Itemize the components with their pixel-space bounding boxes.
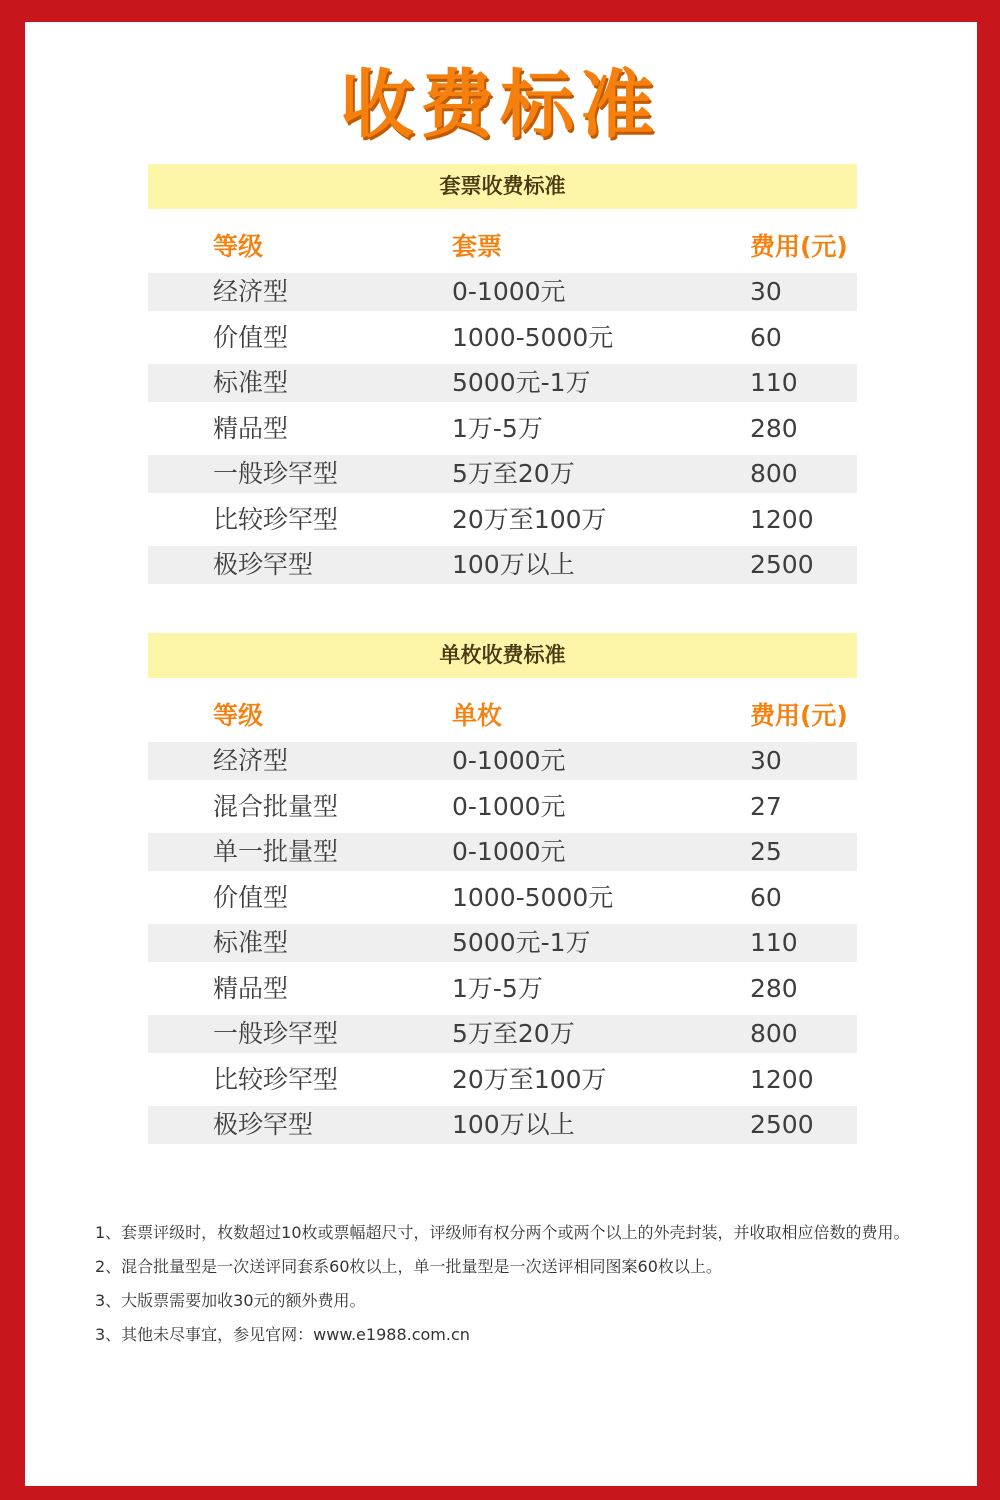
range-cell: 5000元-1万: [452, 928, 591, 957]
fee-cell: 1200: [750, 1064, 814, 1094]
note-item: 1、套票评级时，枚数超过10枚或票幅超尺寸，评级师有权分两个或两个以上的外壳封装，并收取相应倍数的费用。: [95, 1223, 910, 1242]
fee-cell: 2500: [750, 1110, 814, 1139]
fee-cell: 800: [750, 459, 798, 488]
table-row: [148, 1106, 857, 1144]
range-cell: 0-1000元: [452, 277, 566, 306]
table-row: [148, 970, 857, 1008]
range-cell: 1000-5000元: [452, 882, 614, 912]
fee-cell: 30: [750, 277, 782, 306]
grade-cell: 一般珍罕型: [213, 1019, 339, 1048]
table-row: [148, 501, 857, 539]
grade-cell: 标准型: [213, 928, 289, 957]
table-row: [148, 273, 857, 311]
set-ticket-fee-table: [148, 164, 857, 592]
fee-cell: 30: [750, 746, 782, 775]
fee-cell: 280: [750, 413, 798, 443]
column-header-set: 套票: [452, 232, 503, 261]
fee-cell: 60: [750, 322, 782, 352]
table-row: [148, 788, 857, 826]
fee-cell: 27: [750, 791, 782, 821]
range-cell: 1000-5000元: [452, 322, 614, 352]
grade-cell: 经济型: [213, 746, 289, 775]
range-cell: 20万至100万: [452, 1064, 607, 1094]
range-cell: 1万-5万: [452, 973, 543, 1003]
single-ticket-fee-table: [148, 633, 857, 1152]
column-header-row: [148, 209, 857, 273]
grade-cell: 经济型: [213, 277, 289, 306]
note-item: 3、其他未尽事宜，参见官网：www.e1988.com.cn: [95, 1325, 470, 1344]
fee-cell: 110: [750, 368, 798, 397]
grade-cell: 单一批量型: [213, 837, 339, 866]
note-item: 3、大版票需要加收30元的额外费用。: [95, 1291, 366, 1310]
fee-cell: 280: [750, 973, 798, 1003]
fee-cell: 60: [750, 882, 782, 912]
section-heading: 单枚收费标准: [148, 633, 857, 678]
table-row: [148, 410, 857, 448]
grade-cell: 精品型: [213, 413, 289, 443]
table-row: [148, 1061, 857, 1099]
grade-cell: 价值型: [213, 322, 289, 352]
range-cell: 100万以上: [452, 550, 575, 579]
range-cell: 1万-5万: [452, 413, 543, 443]
column-header-grade: 等级: [213, 701, 264, 730]
grade-cell: 一般珍罕型: [213, 459, 339, 488]
column-header-fee: 费用(元): [750, 232, 848, 261]
fee-cell: 110: [750, 928, 798, 957]
grade-cell: 混合批量型: [213, 791, 339, 821]
column-header-row: [148, 678, 857, 742]
range-cell: 100万以上: [452, 1110, 575, 1139]
fee-cell: 2500: [750, 550, 814, 579]
range-cell: 0-1000元: [452, 746, 566, 775]
grade-cell: 比较珍罕型: [213, 1064, 339, 1094]
table-row: [148, 455, 857, 493]
range-cell: 0-1000元: [452, 791, 566, 821]
table-row: [148, 742, 857, 780]
grade-cell: 精品型: [213, 973, 289, 1003]
grade-cell: 比较珍罕型: [213, 504, 339, 534]
table-row: [148, 546, 857, 584]
grade-cell: 极珍罕型: [213, 1110, 314, 1139]
column-header-grade: 等级: [213, 232, 264, 261]
notes: [95, 1216, 930, 1352]
range-cell: 20万至100万: [452, 504, 607, 534]
column-header-fee: 费用(元): [750, 701, 848, 730]
range-cell: 5万至20万: [452, 459, 575, 488]
fee-cell: 800: [750, 1019, 798, 1048]
range-cell: 5000元-1万: [452, 368, 591, 397]
grade-cell: 价值型: [213, 882, 289, 912]
table-row: [148, 833, 857, 871]
table-row: [148, 364, 857, 402]
range-cell: 5万至20万: [452, 1019, 575, 1048]
section-heading: 套票收费标准: [148, 164, 857, 209]
page-title: 收费标准: [340, 62, 660, 148]
grade-cell: 极珍罕型: [213, 550, 314, 579]
range-cell: 0-1000元: [452, 837, 566, 866]
fee-cell: 1200: [750, 504, 814, 534]
fee-cell: 25: [750, 837, 782, 866]
table-row: [148, 879, 857, 917]
table-row: [148, 924, 857, 962]
grade-cell: 标准型: [213, 368, 289, 397]
note-item: 2、混合批量型是一次送评同套系60枚以上，单一批量型是一次送评相同图案60枚以上。: [95, 1257, 722, 1276]
table-row: [148, 319, 857, 357]
column-header-single: 单枚: [452, 701, 503, 730]
table-row: [148, 1015, 857, 1053]
